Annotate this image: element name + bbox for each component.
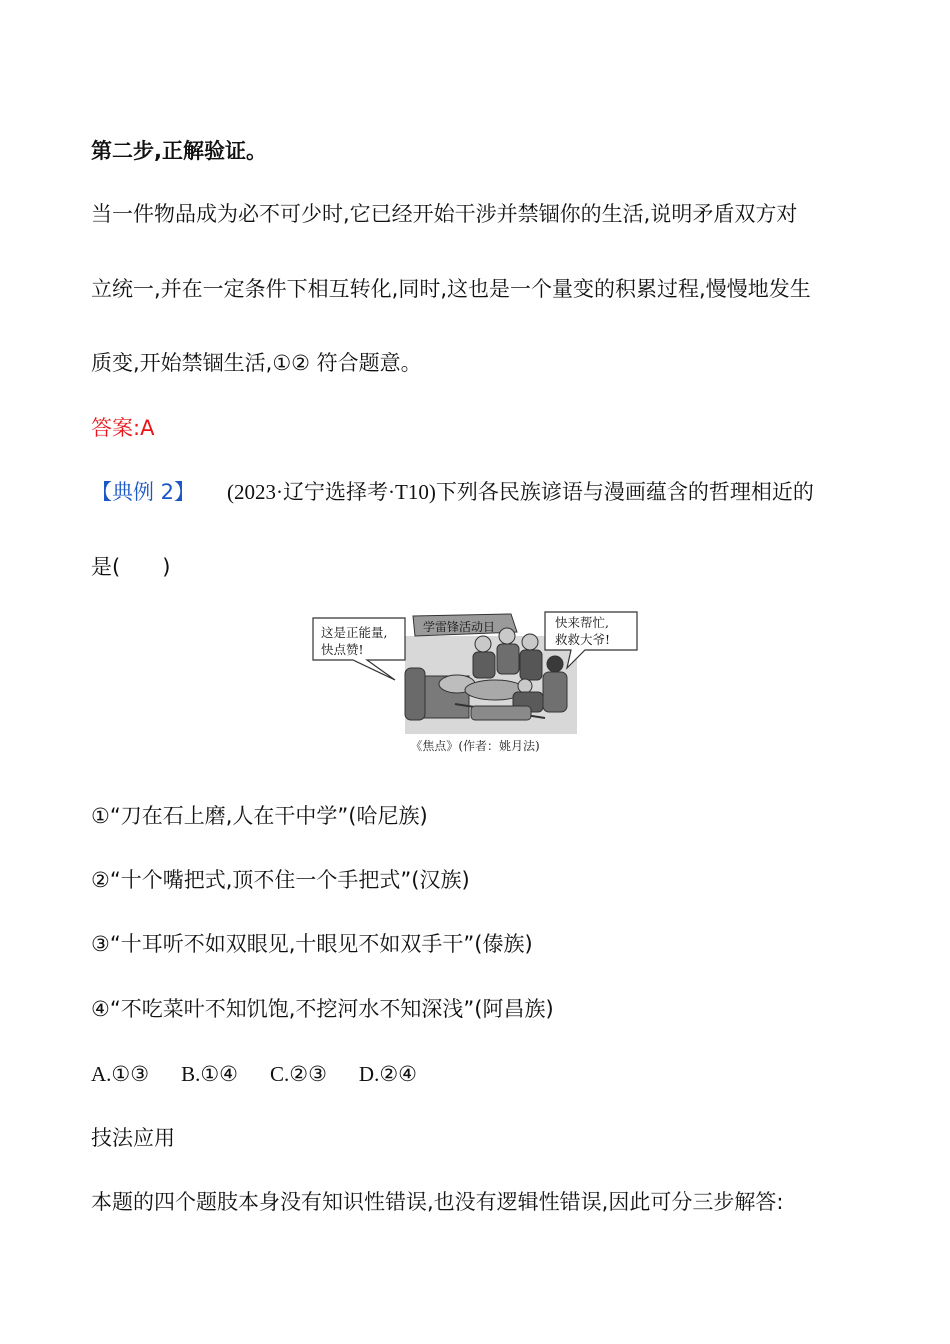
cartoon-banner: 学雷锋活动日 bbox=[423, 620, 496, 634]
cartoon-bubble-left bbox=[321, 624, 387, 658]
paragraph-line-2: 立统一,并在一定条件下相互转化,同时,这也是一个量变的积累过程,慢慢地发生 bbox=[91, 277, 811, 301]
example-tag: 【典例 2】 bbox=[91, 480, 196, 504]
options-row bbox=[91, 1064, 417, 1085]
paragraph-line-1: 当一件物品成为必不可少时,它已经开始干涉并禁锢你的生活,说明矛盾双方对 bbox=[91, 202, 798, 226]
option-b: B.①④ bbox=[181, 1062, 238, 1086]
option-a: A.①③ bbox=[91, 1062, 150, 1086]
cartoon-bubble-right-line-1: 快来帮忙, bbox=[555, 615, 609, 630]
example-source: (2023·辽宁选择考·T10) bbox=[227, 480, 436, 504]
technique-title: 技法应用 bbox=[91, 1126, 175, 1150]
cartoon-caption: 《焦点》(作者：姚月法) bbox=[410, 739, 540, 753]
example-question-line-2: 是( ) bbox=[91, 555, 171, 579]
step-title: 第二步,正解验证。 bbox=[91, 139, 267, 163]
option-d: D.②④ bbox=[358, 1062, 417, 1086]
paragraph-line-3: 质变,开始禁锢生活,①② 符合题意。 bbox=[91, 351, 422, 375]
cartoon-bubble-left-line-2: 快点赞! bbox=[321, 642, 364, 657]
technique-text: 本题的四个题肢本身没有知识性错误,也没有逻辑性错误,因此可分三步解答: bbox=[91, 1190, 784, 1214]
cartoon-bubble-right bbox=[555, 614, 610, 648]
option-c: C.②③ bbox=[270, 1062, 327, 1086]
statement-1: ①“刀在石上磨,人在干中学”(哈尼族) bbox=[91, 804, 428, 828]
statement-3: ③“十耳听不如双眼见,十眼见不如双手干”(傣族) bbox=[91, 932, 533, 956]
answer: 答案:A bbox=[91, 416, 155, 440]
example-question-line-1 bbox=[91, 482, 814, 503]
example-question-text: 下列各民族谚语与漫画蕴含的哲理相近的 bbox=[435, 480, 814, 504]
cartoon-figure bbox=[305, 606, 645, 756]
cartoon-bubble-left-line-1: 这是正能量, bbox=[321, 625, 388, 640]
statement-2: ②“十个嘴把式,顶不住一个手把式”(汉族) bbox=[91, 868, 470, 892]
statement-4: ④“不吃菜叶不知饥饱,不挖河水不知深浅”(阿昌族) bbox=[91, 997, 554, 1021]
cartoon-bubble-right-line-2: 救救大爷! bbox=[555, 632, 611, 647]
